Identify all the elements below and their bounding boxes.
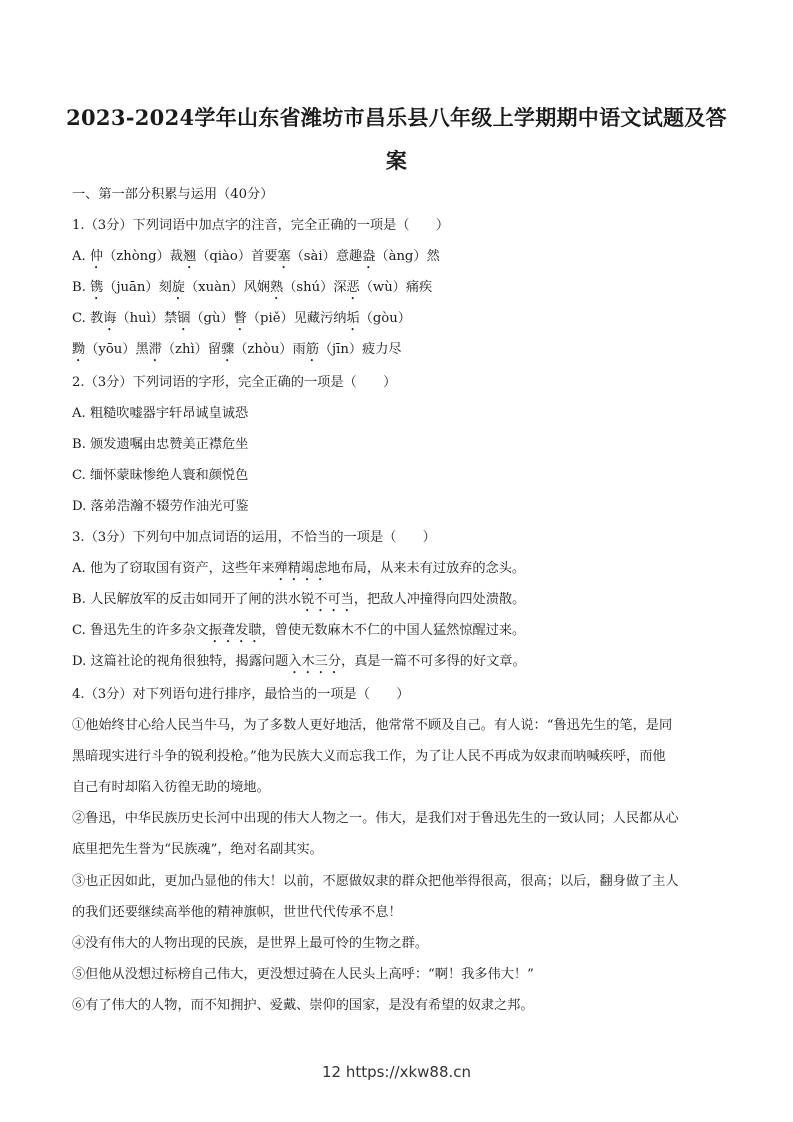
question-4-text-line: 黑暗现实进行斗争的锐利投枪。”他为民族大义而忘我工作，为了让人民不再成为奴隶而呐喊疾呼，而他 <box>72 749 666 764</box>
question-2-stem: 2.（3分）下列词语的字形，完全正确的一项是（ ） <box>72 375 397 390</box>
question-1-option-b: B. 镌（juān）刻旋（xuàn）风娴熟（shú）深恶（wù）痛疾 <box>72 280 433 295</box>
question-3-stem: 3.（3分）下列句中加点词语的运用，不恰当的一项是（ ） <box>72 530 436 545</box>
question-4-text-line: ⑤但他从没想过标榜自己伟大，更没想过骑在人民头上高呼：“啊！我多伟大！” <box>72 967 534 982</box>
document-title-line-2: 案 <box>385 148 408 173</box>
document-title-line-1: 2023-2024学年山东省潍坊市昌乐县八年级上学期期中语文试题及答 <box>66 105 727 130</box>
question-4-text-line: ⑥有了伟大的人物，而不知拥护、爱戴、崇仰的国家，是没有希望的奴隶之邦。 <box>72 998 534 1013</box>
question-2-option-c: C. 缅怀蒙昧惨绝人寰和颜悦色 <box>72 468 249 483</box>
question-3-option-c: C. 鲁迅先生的许多杂文振聋发聩，曾使无数麻木不仁的中国人猛然惊醒过来。 <box>72 623 526 638</box>
question-3-option-d: D. 这篇社论的视角很独特，揭露问题入木三分，真是一篇不可多得的好文章。 <box>72 654 526 669</box>
question-1-option-c: C. 教诲（huì）禁锢（gù）瞥（piě）见藏污纳垢（gòu） <box>72 311 411 326</box>
question-4-text-line: ①他始终甘心给人民当牛马，为了多数人更好地活，他常常不顾及自己。有人说：“鲁迅先生的笔，是同 <box>72 718 673 733</box>
question-4-text-line: ③也正因如此，更加凸显他的伟大！以前，不愿做奴隶的群众把他举得很高，很高；以后，翻身做了主人 <box>72 874 679 889</box>
question-4-text-line: 底里把先生誉为“民族魂”，绝对名副其实。 <box>72 842 323 857</box>
question-1-stem: 1.（3分）下列词语中加点字的注音，完全正确的一项是（ ） <box>72 218 450 233</box>
question-4-text-line: 的我们还要继续高举他的精神旗帜，世世代代传承不息！ <box>72 905 402 920</box>
section-heading: 一、第一部分积累与运用（40分） <box>72 187 274 202</box>
question-2-option-d: D. 落弟浩瀚不辍劳作油光可鉴 <box>72 499 249 514</box>
question-3-option-a: A. 他为了窃取国有资产，这些年来殚精竭虑地布局，从来未有过放弃的念头。 <box>72 561 526 576</box>
question-4-text-line: 自己有时却陷入彷徨无助的境地。 <box>72 780 270 795</box>
question-2-option-a: A. 粗糙吹嘘器宇轩昂诚皇诚恐 <box>72 406 249 421</box>
question-4-stem: 4.（3分）对下列语句进行排序，最恰当的一项是（ ） <box>72 687 410 702</box>
question-4-text-line: ②鲁迅，中华民族历史长河中出现的伟大人物之一。伟大，是我们对于鲁迅先生的一致认同；人民都从心 <box>72 811 679 826</box>
question-1-option-d: 黝（yōu）黑滞（zhì）留骤（zhòu）雨筋（jīn）疲力尽 <box>72 342 402 357</box>
question-3-option-b: B. 人民解放军的反击如同开了闸的洪水锐不可当，把敌人冲撞得向四处溃散。 <box>72 592 526 607</box>
question-1-option-a: A. 仲（zhòng）裁翘（qiào）首要塞（sài）意趣盎（àng）然 <box>72 249 440 264</box>
question-2-option-b: B. 颁发遗嘱由忠赞美正襟危坐 <box>72 437 249 452</box>
page-footer: 12 https://xkw88.cn <box>321 1063 472 1081</box>
question-4-text-line: ④没有伟大的人物出现的民族，是世界上最可怜的生物之群。 <box>72 936 429 951</box>
